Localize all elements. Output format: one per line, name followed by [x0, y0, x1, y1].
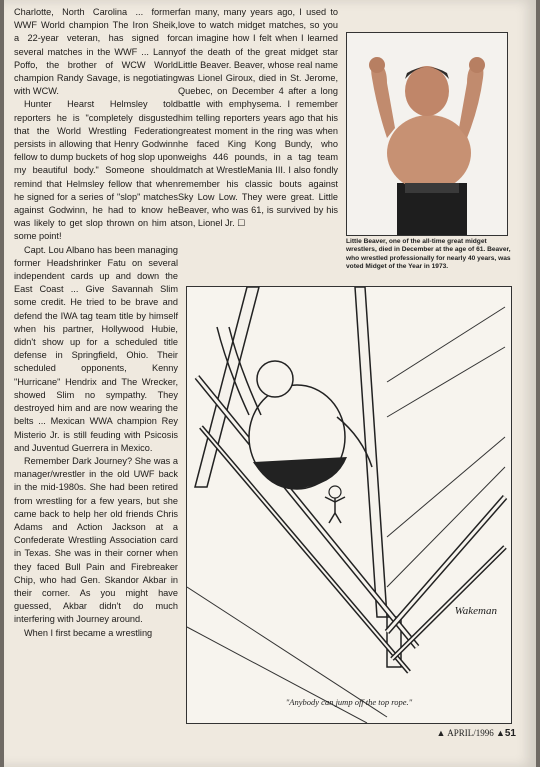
- cartoon-caption: "Anybody can jump off the top rope.": [285, 697, 413, 707]
- page-number: 51: [504, 728, 516, 739]
- paragraph: Remember Dark Journey? She was a manager/wrestler in the old UWF back in the mid-1980s. She had been retired from wrestling for a few years, but she came back to help her old friends Chris Adams and Action Jackson at a Confederate Wrestling Association card in Texas. She was in their corner when they faced Bull Pain and Firebreaker Chip, who had Gen. Skandor Akbar in their corner. As you might have guessed, Akbar didn't do much interfering with Journey around.: [14, 455, 178, 625]
- cartoon-illustration: [186, 286, 512, 724]
- article-column-middle: [178, 6, 338, 230]
- paragraph: Capt. Lou Albano has been managing former Headshrinker Fatu on several independent cards up and down the East Coast ... Give Savannah Slim some credit. He tried to be brave and defend the IWA tag team title by himself when his partner, Hollywood Hubie, didn't show up for a scheduled title defense in Springfield, Ohio. Their scheduled opponents, Kenny "Hurricane" Hendrix and The Wrecker, showed Slim no sympathy. They destroyed him and are now wearing the belts ... Mexican WWA champion Rey Misterio Jr. is still feuding with Psicosis and Juventud Guerrera in Mexico.: [14, 244, 178, 453]
- issue-date: ▲ APRIL/1996 ▲: [436, 728, 505, 738]
- wrestler-figure-image: [347, 33, 507, 235]
- page-footer: [437, 728, 516, 739]
- paragraph: fan many, many years ago, I used to love to watch midget matches, so you can imagine how I felt when I learned of the death of the great midget star Little Beaver. Beaver, whose real name was Lionel Giroux, died in St. Jerome, Quebec, on December 4 after a long battle with emphysema. I remember him telling reporters years ago that his greatest moment in the ring was when he faced King Kong Bundy, who weighs 446 pounds, in a tag team match at WrestleMania III. I also fondly remember his classic bouts against Sky Low Low. They were great. Little Beaver, who was 61, is survived by his son, Lionel Jr. ☐: [178, 7, 338, 229]
- magazine-page: [4, 0, 536, 767]
- paragraph: Hunter Hearst Helmsley told reporters he is "completely disgusted that the World Wrestling Federation persists in allowing that Henry Godwinn fellow to dump buckets of hog slop upon my beautiful body." Someone should remind that Helmsley fellow that when he signed for a series of "slop" matches against Godwinn, he had to know he was likely to get slop thrown on him at some point!: [14, 99, 178, 242]
- paragraph: Charlotte, North Carolina ... former WWF World champion The Iron Sheik, a 22-year veteran, has signed for several matches in the WWF ... Lanny Poffo, the brother of WCW World champion Randy Savage, is negotiating with WCW.: [14, 7, 178, 97]
- article-column-left: [14, 6, 178, 640]
- paragraph: When I first became a wrestling: [24, 627, 153, 638]
- photo-caption: Little Beaver, one of the all-time great midget wrestlers, died in December at the age of 61. Beaver, who wrestled professionally for nearly 40 years, was voted Midget of the Year in 1973.: [346, 238, 511, 271]
- wrestler-photo: [346, 32, 508, 236]
- wrestling-ring-cartoon: [187, 287, 511, 723]
- cartoon-signature: Wakeman: [454, 605, 497, 617]
